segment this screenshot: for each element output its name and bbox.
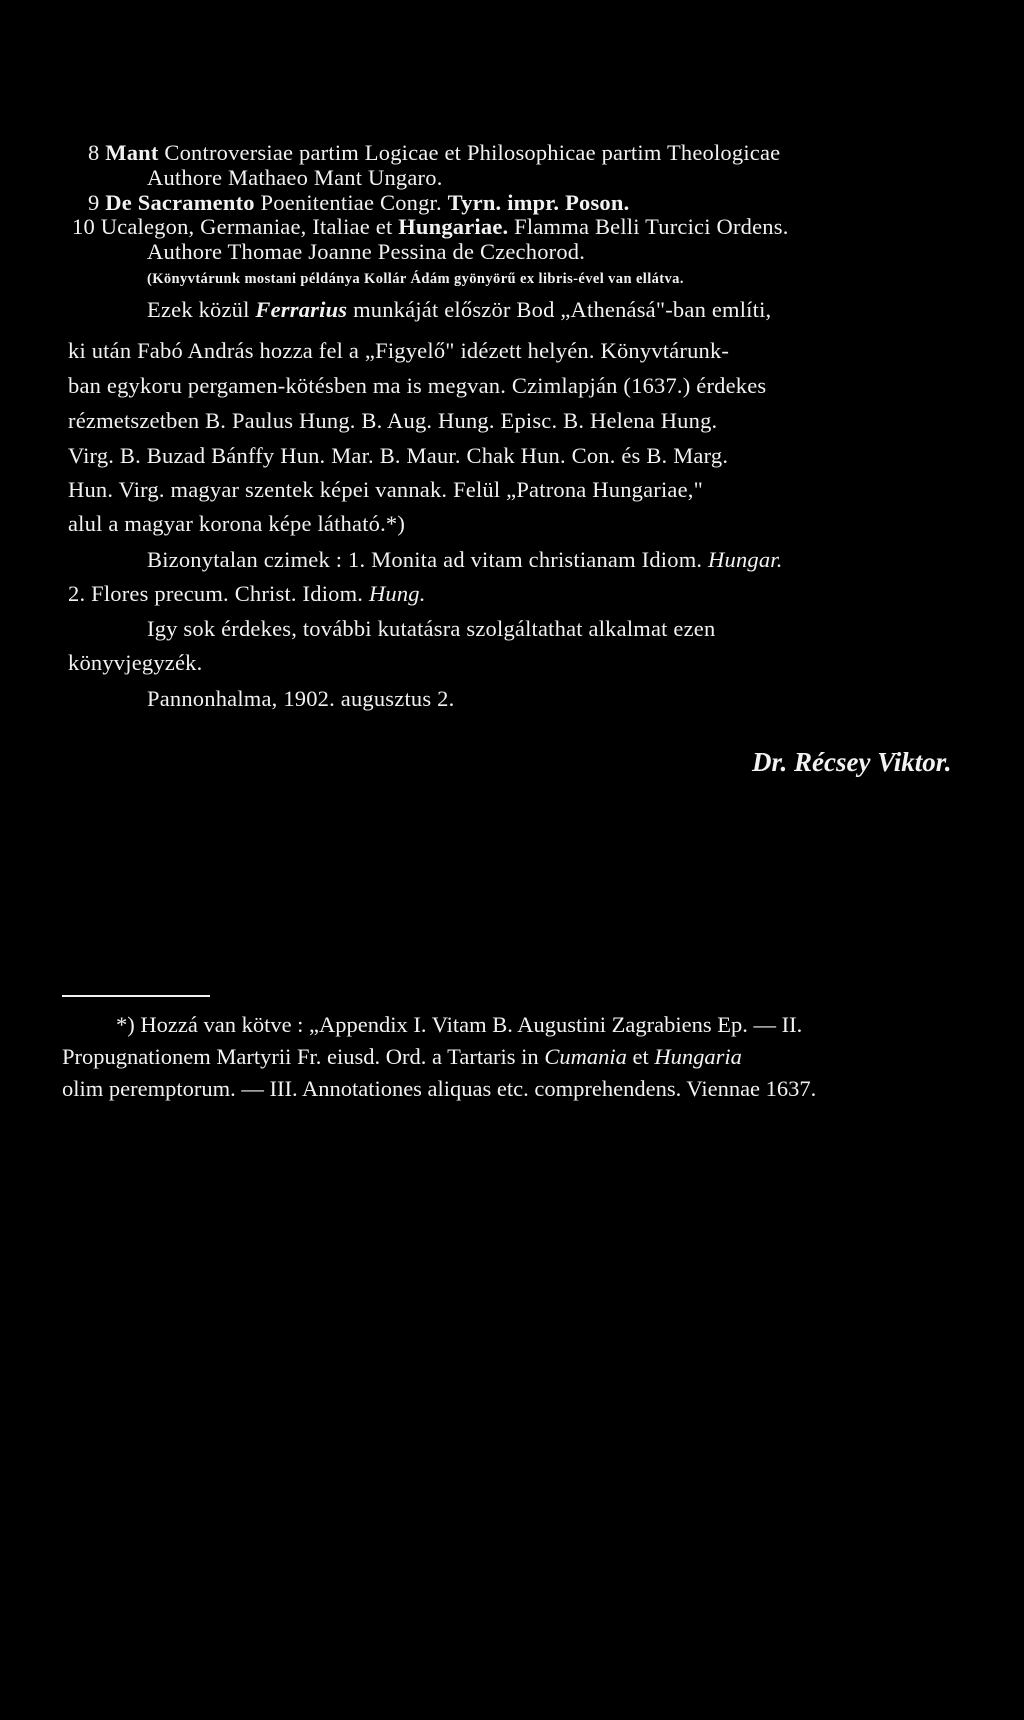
uncertain-titles-line-1 — [147, 547, 783, 573]
text-run: 2. Flores precum. Christ. Idiom. — [68, 581, 369, 606]
footnote-line-1: *) Hozzá van kötve : „Appendix I. Vitam B. Augustini Zagrabiens Ep. — II. — [116, 1012, 803, 1037]
paragraph-2-line-2: könyvjegyzék. — [68, 650, 203, 675]
paragraph-1-line-1 — [147, 297, 771, 323]
entry-8-line-1 — [88, 140, 780, 166]
author-name-ferrarius: Ferrarius — [255, 297, 348, 322]
text-run: Ezek közül — [147, 297, 256, 322]
italic-run: Cumania — [544, 1044, 627, 1069]
text-run: et — [626, 1044, 655, 1069]
entry-10-note: (Könyvtárunk mostani példánya Kollár Ádám gyönyörű ex libris-ével van ellátva. — [147, 271, 684, 287]
entry-title: 10 Ucalegon, Germaniae, Italiae et — [72, 214, 399, 239]
text-run: Propugnationem Martyrii Fr. eiusd. Ord. a Tartaris in — [62, 1044, 545, 1069]
italic-run: Hungar. — [708, 547, 783, 572]
footnote-line-3: olim peremptorum. — III. Annotationes aliquas etc. comprehendens. Viennae 1637. — [62, 1076, 817, 1101]
entry-title-end: Flamma Belli Turcici Ordens. — [508, 214, 789, 239]
paragraph-1-line-3: ban egykoru pergamen-kötésben ma is megvan. Czimlapján (1637.) érdekes — [68, 373, 767, 398]
uncertain-titles-line-2 — [68, 581, 426, 607]
paragraph-1-line-6: Hun. Virg. magyar szentek képei vannak. Felül „Patrona Hungariae," — [68, 477, 704, 502]
entry-8-line-2: Authore Mathaeo Mant Ungaro. — [147, 165, 443, 190]
entry-10-line-1 — [72, 214, 789, 240]
text-run: Bizonytalan czimek : 1. Monita ad vitam christianam Idiom. — [147, 547, 709, 572]
entry-title-bold: De Sacramento — [105, 190, 255, 215]
entry-imprint: Tyrn. impr. Poson. — [447, 190, 630, 215]
paragraph-2-line-1: Igy sok érdekes, további kutatásra szolgáltathat alkalmat ezen — [147, 616, 716, 641]
dateline: Pannonhalma, 1902. augusztus 2. — [147, 686, 455, 711]
footnote-line-2 — [62, 1044, 742, 1070]
entry-10-line-2: Authore Thomae Joanne Pessina de Czechorod. — [147, 239, 586, 264]
entry-number: 9 — [88, 190, 106, 215]
entry-title: Controversiae partim Logicae et Philosophicae partim Theologicae — [158, 140, 781, 165]
entry-author: Mant — [105, 140, 159, 165]
paragraph-1-line-5: Virg. B. Buzad Bánffy Hun. Mar. B. Maur. Chak Hun. Con. és B. Marg. — [68, 443, 729, 468]
paragraph-1-line-4: rézmetszetben B. Paulus Hung. B. Aug. Hung. Episc. B. Helena Hung. — [68, 408, 718, 433]
entry-title: Poenitentiae Congr. — [254, 190, 448, 215]
italic-run: Hungaria — [654, 1044, 742, 1069]
footnote-separator — [62, 995, 210, 997]
entry-number: 8 — [88, 140, 106, 165]
italic-run: Hung. — [368, 581, 426, 606]
paragraph-1-line-7: alul a magyar korona képe látható.*) — [68, 511, 406, 536]
entry-9-line — [88, 190, 629, 216]
entry-title-bold: Hungariae. — [398, 214, 509, 239]
text-run: munkáját először Bod „Athenásá"-ban említi, — [347, 297, 772, 322]
signature: Dr. Récsey Viktor. — [752, 747, 952, 777]
paragraph-1-line-2: ki után Fabó András hozza fel a „Figyelő" idézett helyén. Könyvtárunk- — [68, 338, 730, 363]
